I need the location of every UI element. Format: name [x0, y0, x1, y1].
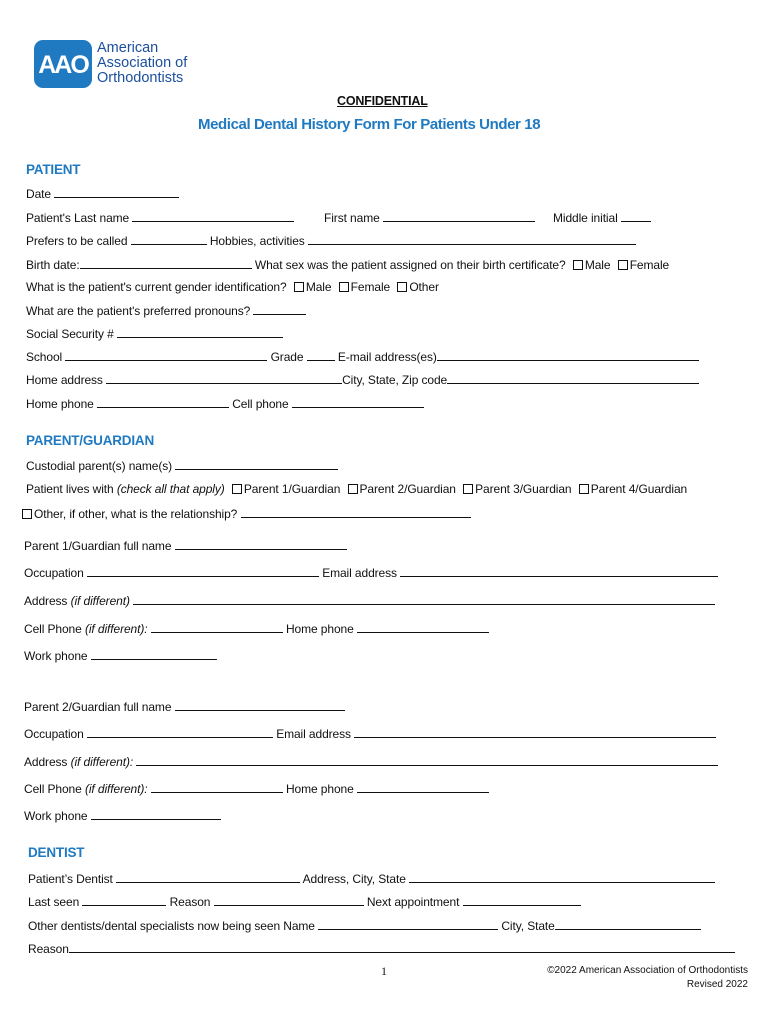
grade-field[interactable] [307, 349, 335, 361]
p1-address-label: Address [24, 594, 68, 608]
ssn-field[interactable] [117, 326, 283, 338]
home-phone-label: Home phone [26, 397, 94, 411]
p1-work-label: Work phone [24, 649, 88, 663]
last-name-field[interactable] [132, 210, 294, 222]
p2-if-different: (if different): [70, 755, 134, 769]
reason-label: Reason [169, 895, 211, 909]
p1-occupation-row [24, 565, 718, 580]
other-dentists-row [28, 918, 701, 933]
pronouns-label: What are the patient's preferred pronouns? [26, 304, 251, 318]
other-dentists-name-field[interactable] [318, 918, 498, 930]
revised: Revised 2022 [686, 979, 748, 990]
home-address-row [26, 372, 699, 387]
p1-email-label: Email address [322, 566, 397, 580]
reason2-label: Reason [28, 942, 69, 956]
middle-initial-label: Middle initial [553, 211, 618, 225]
patient-heading: PATIENT [26, 162, 81, 177]
school-field[interactable] [65, 349, 267, 361]
reason2-row [28, 941, 735, 956]
logo-wordmark [97, 41, 187, 86]
pronouns-row [26, 303, 306, 318]
school-label: School [26, 350, 63, 364]
gender-other-label: Other [409, 280, 439, 294]
p4-checkbox[interactable] [579, 484, 589, 494]
aao-logo-icon [34, 40, 92, 88]
dentist-row [28, 871, 715, 886]
p4-label: Parent 4/Guardian [590, 482, 688, 496]
logo-line-3: Orthodontists [97, 70, 184, 86]
p1-label: Parent 1/Guardian [243, 482, 341, 496]
p1-occupation-label: Occupation [24, 566, 84, 580]
logo-mark: AAO [38, 51, 88, 79]
next-appointment-label: Next appointment [366, 895, 460, 909]
p2-label: Parent 2/Guardian [359, 482, 456, 496]
dentist-address-field[interactable] [409, 871, 715, 883]
prefers-label: Prefers to be called [26, 234, 128, 248]
first-name-row [324, 210, 535, 225]
name-row [26, 210, 294, 225]
confidential-label: CONFIDENTIAL [337, 94, 428, 108]
middle-initial-row [553, 210, 651, 225]
city-state-zip-field[interactable] [447, 372, 699, 384]
p2-phone-row [24, 781, 489, 796]
aao-logo [34, 40, 92, 88]
last-name-label: Patient's Last name [26, 211, 130, 225]
p2-address-label: Address [24, 755, 68, 769]
p2-checkbox[interactable] [348, 484, 358, 494]
date-label: Date [26, 187, 51, 201]
p2-work-field[interactable] [91, 808, 221, 820]
sex-question: What sex was the patient assigned on their birth certificate? [254, 258, 566, 272]
p1-email-field[interactable] [400, 565, 718, 577]
p2-occupation-label: Occupation [24, 727, 84, 741]
guardian-heading: PARENT/GUARDIAN [26, 433, 154, 448]
date-field[interactable] [54, 186, 179, 198]
gender-row [26, 280, 439, 294]
last-seen-row [28, 894, 581, 909]
p1-occupation-field[interactable] [87, 565, 319, 577]
patients-dentist-field[interactable] [116, 871, 300, 883]
email-label: E-mail address(es) [337, 350, 437, 364]
copyright: ©2022 American Association of Orthodontists [547, 965, 748, 976]
home-address-field[interactable] [106, 372, 342, 384]
p2-name-row [24, 699, 345, 714]
dentist-heading: DENTIST [28, 845, 85, 860]
ssn-label: Social Security # [26, 327, 114, 341]
p2-work-label: Work phone [24, 809, 88, 823]
custodial-field[interactable] [175, 458, 338, 470]
cell-phone-field[interactable] [292, 396, 424, 408]
cell-phone-label: Cell phone [232, 397, 289, 411]
custodial-label: Custodial parent(s) name(s) [26, 459, 173, 473]
birth-row [26, 257, 669, 272]
date-row [26, 186, 179, 201]
home-phone-field[interactable] [97, 396, 229, 408]
p2-occupation-field[interactable] [87, 726, 273, 738]
p1-name-label: Parent 1/Guardian full name [24, 539, 172, 553]
other-dentists-city-field[interactable] [555, 918, 701, 930]
p1-checkbox[interactable] [232, 484, 242, 494]
p2-address-row [24, 754, 718, 769]
other-dentists-name-label: Name [283, 919, 315, 933]
p1-home-field[interactable] [357, 621, 489, 633]
gender-male-label: Male [305, 280, 332, 294]
other-dentists-label: Other dentists/dental specialists now being seen [28, 919, 281, 933]
p3-label: Parent 3/Guardian [475, 482, 572, 496]
grade-label: Grade [270, 350, 304, 364]
p1-work-field[interactable] [91, 648, 217, 660]
lives-with-row [26, 482, 687, 496]
p1-address-row [24, 593, 715, 608]
email-field[interactable] [437, 349, 699, 361]
home-address-label: Home address [26, 373, 103, 387]
lives-with-label: Patient lives with [26, 482, 114, 496]
pronouns-field[interactable] [253, 303, 306, 315]
p2-address-field[interactable] [136, 754, 718, 766]
form-title: Medical Dental History Form For Patients Under 18 [198, 116, 541, 133]
custodial-row [26, 458, 338, 473]
patients-dentist-label: Patient’s Dentist [28, 872, 113, 886]
other-relationship-checkbox[interactable] [22, 509, 32, 519]
check-all-note: (check all that apply) [116, 482, 225, 496]
p2-name-label: Parent 2/Guardian full name [24, 700, 172, 714]
p1-cell-field[interactable] [151, 621, 283, 633]
sex-male-label: Male [584, 258, 611, 272]
p2-name-field[interactable] [175, 699, 345, 711]
p1-phone-row [24, 621, 489, 636]
p2-cell-field[interactable] [151, 781, 283, 793]
other-dentists-city-label: City, State [501, 919, 555, 933]
p1-cell-if-different: (if different): [84, 622, 148, 636]
p2-work-row [24, 808, 221, 823]
other-relationship-field[interactable] [241, 506, 471, 518]
gender-female-checkbox[interactable] [339, 282, 349, 292]
p1-address-field[interactable] [133, 593, 715, 605]
p2-cell-label: Cell Phone [24, 782, 82, 796]
gender-question: What is the patient's current gender identification? [26, 280, 287, 294]
hobbies-label: Hobbies, activities [209, 234, 305, 248]
p2-home-label: Home phone [285, 782, 354, 796]
middle-initial-field[interactable] [621, 210, 651, 222]
city-state-zip-label: City, State, Zip code [342, 373, 448, 387]
p2-email-field[interactable] [354, 726, 716, 738]
p1-home-label: Home phone [285, 622, 354, 636]
other-relationship-label: Other, if other, what is the relationship? [34, 507, 238, 521]
hobbies-field[interactable] [308, 233, 636, 245]
p1-work-row [24, 648, 217, 663]
p1-name-row [24, 538, 347, 553]
gender-male-checkbox[interactable] [294, 282, 304, 292]
logo-line-1: American [97, 40, 159, 56]
first-name-field[interactable] [383, 210, 535, 222]
sex-female-checkbox[interactable] [618, 260, 628, 270]
birth-date-field[interactable] [80, 257, 252, 269]
sex-female-label: Female [629, 258, 670, 272]
gender-other-checkbox[interactable] [397, 282, 407, 292]
sex-male-checkbox[interactable] [573, 260, 583, 270]
reason2-field[interactable] [69, 941, 735, 953]
phone-row [26, 396, 424, 411]
last-seen-label: Last seen [28, 895, 80, 909]
prefers-field[interactable] [131, 233, 207, 245]
gender-female-label: Female [350, 280, 391, 294]
other-relationship-row [22, 506, 471, 521]
logo-line-2: Association of [97, 55, 188, 71]
p1-if-different: (if different) [70, 594, 130, 608]
reason-field[interactable] [214, 894, 364, 906]
first-name-label: First name [324, 211, 380, 225]
school-row [26, 349, 699, 364]
p1-name-field[interactable] [175, 538, 347, 550]
p2-home-field[interactable] [357, 781, 489, 793]
last-seen-field[interactable] [82, 894, 166, 906]
p1-cell-label: Cell Phone [24, 622, 82, 636]
p3-checkbox[interactable] [463, 484, 473, 494]
birth-date-label: Birth date: [26, 258, 80, 272]
p2-occupation-row [24, 726, 716, 741]
next-appointment-field[interactable] [463, 894, 581, 906]
p2-cell-if-different: (if different): [84, 782, 148, 796]
prefers-row [26, 233, 636, 248]
p2-email-label: Email address [276, 727, 351, 741]
page-number: 1 [381, 964, 387, 978]
ssn-row [26, 326, 283, 341]
dentist-address-label: Address, City, State [302, 872, 406, 886]
